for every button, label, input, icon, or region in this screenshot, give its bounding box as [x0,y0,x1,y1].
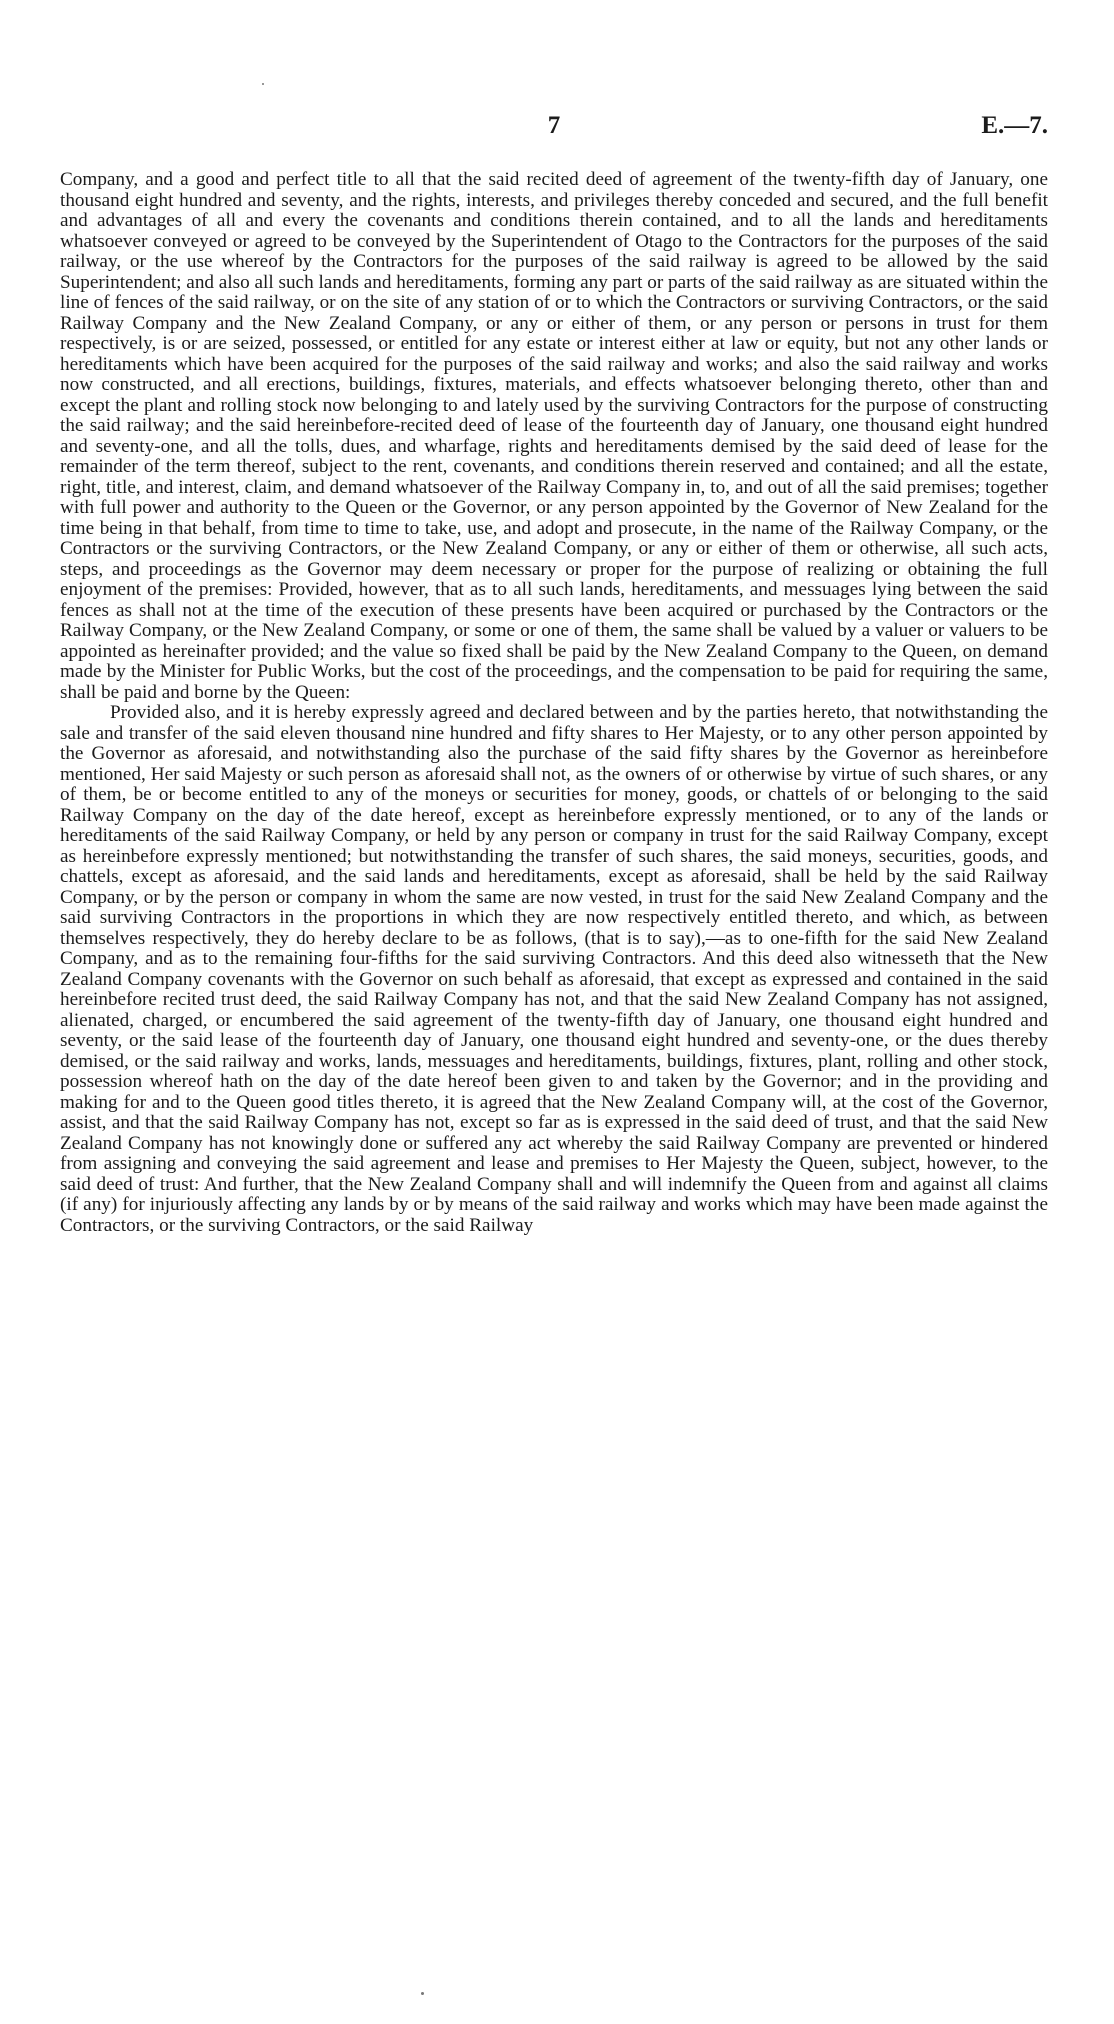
body-paragraph-1: Company, and a good and perfect title to all that the said recited deed of agreement of the twenty-fifth day of January, one thousand eight hundred and seventy, and the rights, interests, and privileges thereby conceded and secured, and the full benefit and advantages of all and every the covenants and conditions therein contained, and to all the lands and hereditaments whatsoever conveyed or agreed to be conveyed by the Superintendent of Otago to the Contractors for the purposes of the said railway, or the use whereof by the Contractors for the purposes of the said railway is agreed to be allowed by the said Superintendent; and also all such lands and hereditaments, forming any part or parts of the said railway as are situated within the line of fences of the said railway, or on the site of any station of or to which the Contractors or surviving Contractors, or the said Railway Company and the New Zealand Company, or any or either of them, or any person or persons in trust for them respectively, is or are seized, possessed, or entitled for any estate or interest either at law or equity, but not any other lands or hereditaments which have been acquired for the purposes of the said railway and works; and also the said railway and works now constructed, and all erections, buildings, fixtures, materials, and effects whatsoever belonging thereto, other than and except the plant and rolling stock now belonging to and lately used by the surviving Contractors for the purpose of constructing the said railway; and the said hereinbefore-recited deed of lease of the fourteenth day of January, one thousand eight hundred and seventy-one, and all the tolls, dues, and wharfage, rights and hereditaments demised by the said deed of lease for the remainder of the term thereof, subject to the rent, covenants, and conditions therein reserved and contained; and all the estate, right, title, and interest, claim, and demand whatsoever of the Railway Company in, to, and out of all the said premises; together with full power and authority to the Queen or the Governor, or any person appointed by the Governor of New Zealand for the time being in that behalf, from time to time to take, use, and adopt and prosecute, in the name of the Railway Company, or the Contractors or the surviving Contractors, or the New Zealand Company, or any or either of them or otherwise, all such acts, steps, and proceedings as the Governor may deem necessary or proper for the purpose of realizing or obtaining the full enjoyment of the premises: Provided, however, that as to all such lands, hereditaments, and messuages lying between the said fences as shall not at the time of the execution of these presents have been acquired or purchased by the Contractors or the Railway Company, or the New Zealand Company, or some or one of them, the same shall be valued by a valuer or valuers to be appointed as hereinafter provided; and the value so fixed shall be paid by the New Zealand Company to the Queen, on demand made by the Minister for Public Works, but the cost of the proceedings, and the compensation to be paid for requiring the same, shall be paid and borne by the Queen: [60,169,1048,703]
document-body [60,170,1048,1236]
page-number: 7 [547,112,561,139]
document-reference: E.—7. [981,112,1048,139]
page-header [60,112,1048,152]
body-paragraph-2: Provided also, and it is hereby expressly agreed and declared between and by the parties hereto, that notwithstanding the sale and transfer of the said eleven thousand nine hundred and fifty shares to Her Majesty, or to any other person appointed by the Governor as aforesaid, and notwithstanding also the purchase of the said fifty shares by the Governor as hereinbefore mentioned, Her said Majesty or such person as aforesaid shall not, as the owners of or otherwise by virtue of such shares, or any of them, be or become entitled to any of the moneys or securities for money, goods, or chattels of or belonging to the said Railway Company on the day of the date hereof, except as hereinbefore expressly mentioned, or to any of the lands or hereditaments of the said Railway Company, or held by any person or company in trust for the said Railway Company, except as hereinbefore expressly mentioned; but notwithstanding the transfer of such shares, the said moneys, securities, goods, and chattels, except as aforesaid, and the said lands and hereditaments, except as aforesaid, shall be held by the said Railway Company, or by the person or company in whom the same are now vested, in trust for the said New Zealand Company and the said surviving Contractors in the proportions in which they are now respectively entitled thereto, and which, as between themselves respectively, they do hereby declare to be as follows, (that is to say),—as to one-fifth for the said New Zealand Company, and as to the remaining four-fifths for the said surviving Contractors. And this deed also witnesseth that the New Zealand Company covenants with the Governor on such behalf as aforesaid, that except as expressed and contained in the said hereinbefore recited trust deed, the said Railway Company has not, and that the said New Zealand Company has not assigned, alienated, charged, or encumbered the said agreement of the twenty-fifth day of January, one thousand eight hundred and seventy, or the said lease of the fourteenth day of January, one thousand eight hundred and seventy-one, or the dues thereby demised, or the said railway and works, lands, messuages and hereditaments, buildings, fixtures, plant, rolling and other stock, possession whereof hath on the day of the date hereof been given to and taken by the Governor; and in the providing and making for and to the Queen good titles thereto, it is agreed that the New Zealand Company will, at the cost of the Governor, assist, and that the said Railway Company has not, except so far as is expressed in the said deed of trust, and that the said New Zealand Company has not knowingly done or suffered any act whereby the said Railway Company are prevented or hindered from assigning and conveying the said agreement and lease and premises to Her Majesty the Queen, subject, however, to the said deed of trust: And further, that the New Zealand Company shall and will indemnify the Queen from and against all claims (if any) for injuriously affecting any lands by or by means of the said railway and works which may have been made against the Contractors, or the surviving Contractors, or the said Railway [60,702,1048,1236]
scan-speck [262,83,264,85]
scan-speck [421,1992,424,1995]
